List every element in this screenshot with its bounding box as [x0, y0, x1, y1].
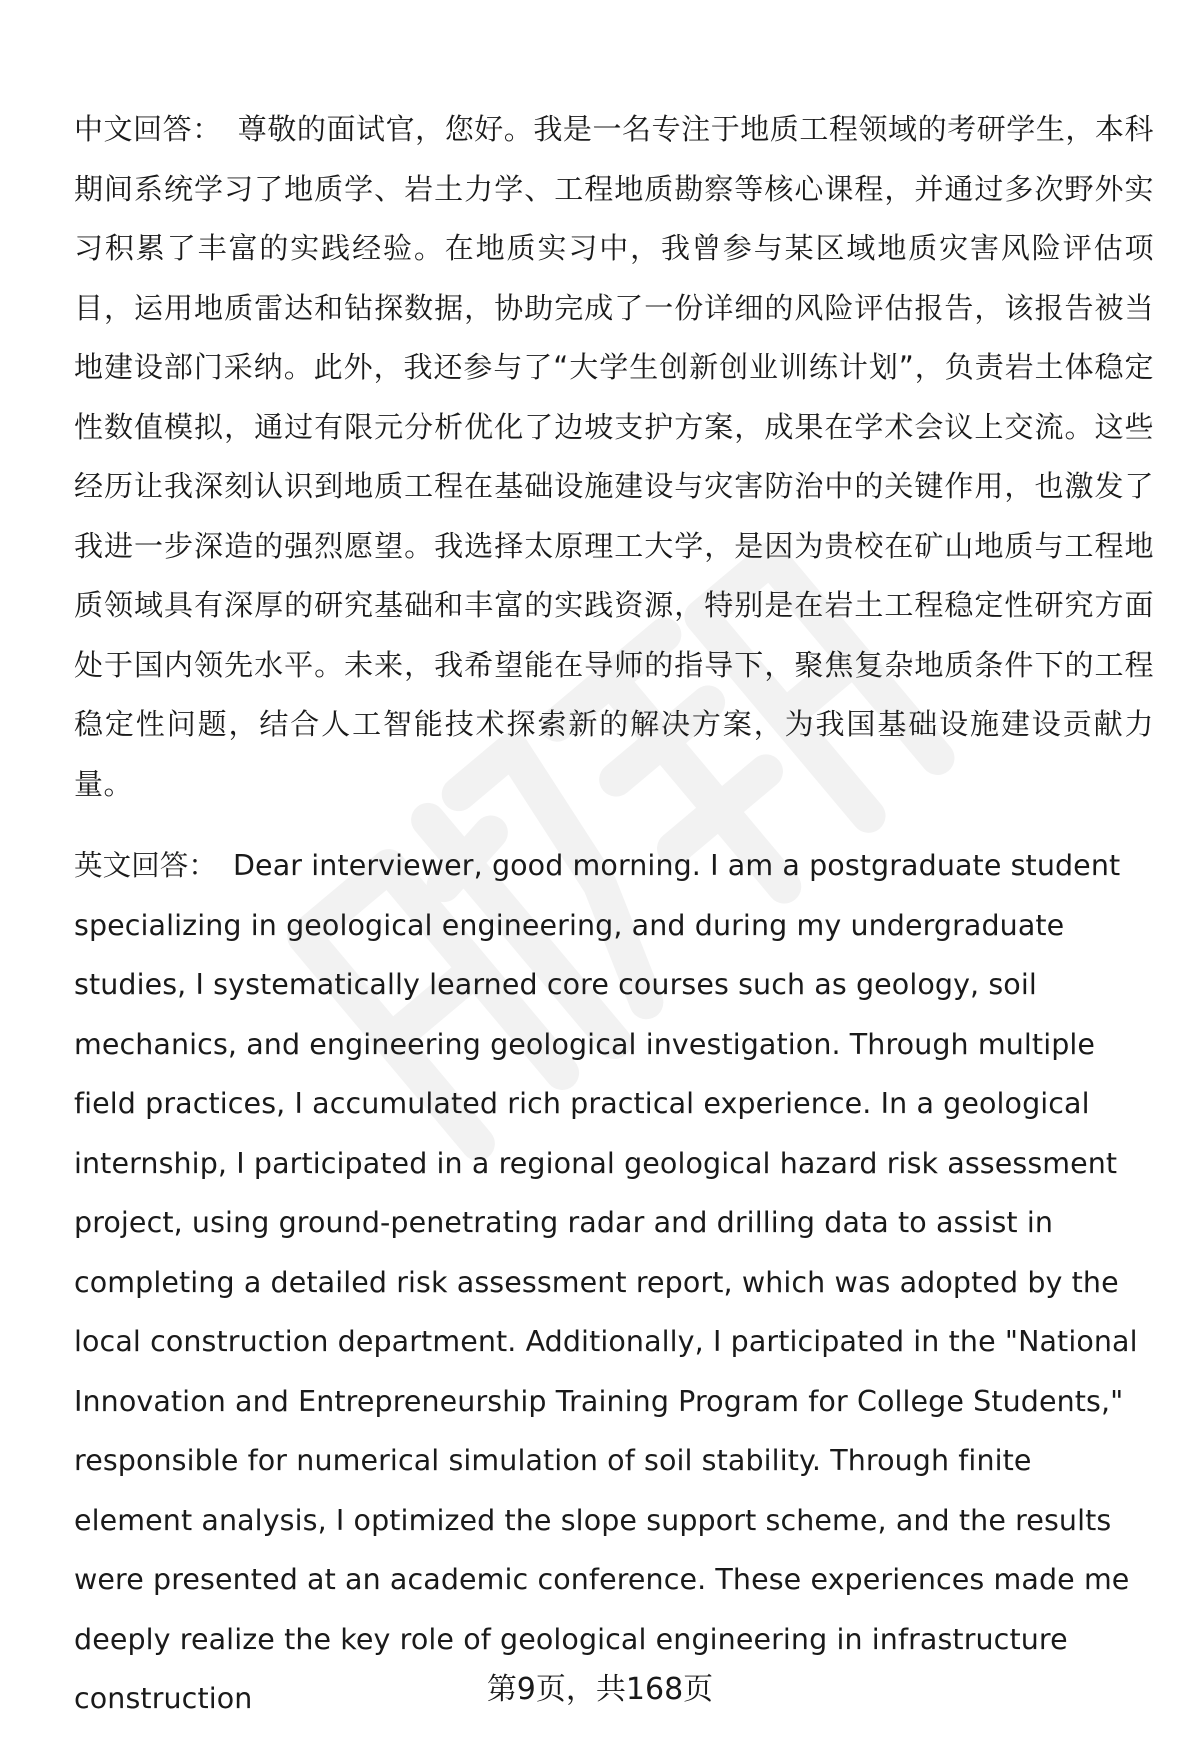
english-answer-paragraph: [74, 836, 1154, 1729]
english-answer-text: Dear interviewer, good morning. I am a postgraduate student specializing in geological engineering, and during my undergraduate studies, I systematically learned core courses such as geology, soil mechanics, and engineering geological investigation. Through multiple field practices, I accumulated rich practical experience. In a geological internship, I participated in a regional geological hazard risk assessment project, using ground-penetrating radar and drilling data to assist in completing a detailed risk assessment report, which was adopted by the local construction department. Additionally, I participated in the "National Innovation and Entrepreneurship Training Program for College Students," responsible for numerical simulation of soil stability. Through finite element analysis, I optimized the slope support scheme, and the results were presented at an academic conference. These experiences made me deeply realize the key role of geological engineering in infrastructure construction: [74, 849, 1138, 1715]
chinese-answer-label: 中文回答：: [74, 112, 222, 146]
chinese-answer-paragraph: [74, 100, 1154, 814]
document-body: [74, 100, 1154, 1729]
page-indicator: 第9页，共168页: [486, 1672, 714, 1707]
chinese-answer-text: 尊敬的面试官，您好。我是一名专注于地质工程领域的考研学生，本科期间系统学习了地质学、岩土力学、工程地质勘察等核心课程，并通过多次野外实习积累了丰富的实践经验。在地质实习中，我曾参与某区域地质灾害风险评估项目，运用地质雷达和钻探数据，协助完成了一份详细的风险评估报告，该报告被当地建设部门采纳。此外，我还参与了“大学生创新创业训练计划”，负责岩土体稳定性数值模拟，通过有限元分析优化了边坡支护方案，成果在学术会议上交流。这些经历让我深刻认识到地质工程在基础设施建设与灾害防治中的关键作用，也激发了我进一步深造的强烈愿望。我选择太原理工大学，是因为贵校在矿山地质与工程地质领域具有深厚的研究基础和丰富的实践资源，特别是在岩土工程稳定性研究方面处于国内领先水平。未来，我希望能在导师的指导下，聚焦复杂地质条件下的工程稳定性问题，结合人工智能技术探索新的解决方案，为我国基础设施建设贡献力量。: [74, 112, 1154, 801]
english-answer-label: 英文回答：: [74, 849, 218, 882]
